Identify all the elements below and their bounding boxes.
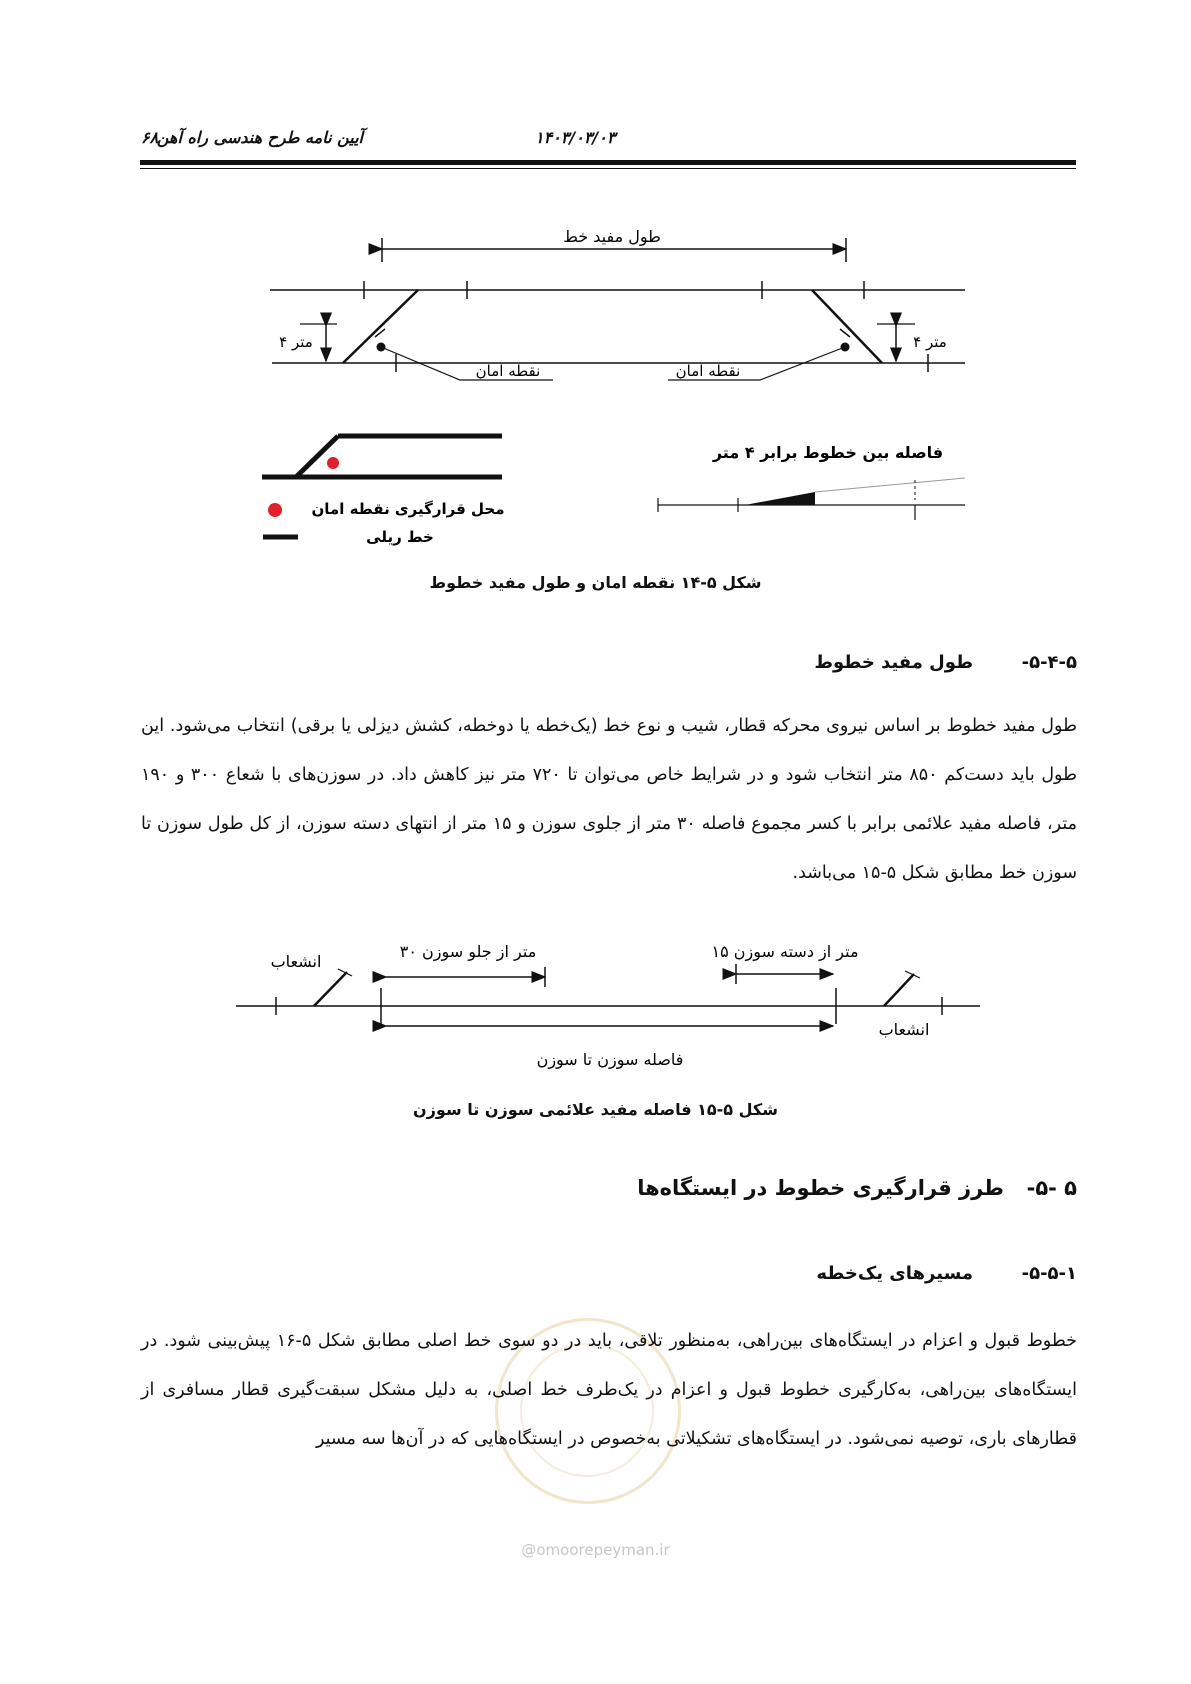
page-number: ۶۸ [141,128,159,147]
figure-5-14 [0,0,1191,600]
left-crossover [343,290,418,363]
right-crossover [812,290,882,363]
section-number: ۵-۵-۱- [1021,1263,1077,1284]
section-number: ۵ -۵- [1026,1176,1077,1200]
section-title: طول مفید خطوط [814,652,974,673]
section-5-4-5-paragraph: طول مفید خطوط بر اساس نیروی محرکه قطار، شیب و نوع خط (یک‌خطه یا دوخطه، کشش دیزلی یا برقی) انتخاب می‌شود. این طول باید دست‌کم ۸۵۰ متر انتخاب شود و در شرایط خاص می‌توان تا ۷۲۰ متر نیز کاهش داد. در سوزن‌های با شعاع ۳۰۰ و ۱۹۰ متر، فاصله مفید علائمی برابر با کسر مجموع فاصله ۳۰ متر از جلوی سوزن و ۱۵ متر از انتهای دسته سوزن، از کل طول سوزن تا سوزن خط مطابق شکل ۵-۱۵ می‌باشد. [141,716,1078,883]
section-5-5-1-paragraph: خطوط قبول و اعزام در ایستگاه‌های بین‌راهی، به‌منظور تلاقی، باید در دو سوی خط اصلی مطابق شکل ۵-۱۶ پیش‌بینی شود. در ایستگاه‌های بین‌راهی، به‌کارگیری خطوط قبول و اعزام در یک‌طرف خط اصلی، به دلیل مشکل سبقت‌گیری قطار مسافری از قطارهای باری، توصیه نمی‌شود. در ایستگاه‌های تشکیلاتی به‌خصوص در ایستگاه‌هایی که در آن‌ها سه مسیر [141,1331,1077,1449]
section-5-5-1-heading [816,1263,1077,1284]
safe-point-left-label: نقطه امان [475,362,541,380]
figure-5-15-caption: شکل ۵-۱۵ فاصله مفید علائمی سوزن تا سوزن [413,1100,778,1119]
figure-5-14-caption: شکل ۵-۱۴ نقطه امان و طول مفید خطوط [429,573,762,592]
header-date: ۱۴۰۳/۰۳/۰۳ [535,128,616,147]
legend-sketch-safe-point [327,457,339,469]
legend-safe-point-label: محل قرارگیری نقطه امان [311,500,505,518]
header-title: آیین نامه طرح هندسی راه آهن [156,128,363,147]
figure-5-15 [0,920,1191,1090]
section-title: طرز قرارگیری خطوط در ایستگاه‌ها [637,1176,1004,1200]
front-30-label: ۳۰ متر از جلو سوزن [399,942,537,961]
watermark-text: @omoorepeyman.ir [521,1541,670,1559]
section-5-5-heading [637,1176,1077,1200]
switch-to-switch-label: فاصله سوزن تا سوزن [536,1050,684,1069]
meter-label-right: ۴ متر [913,333,947,351]
useful-length-label: طول مفید خط [563,227,661,246]
section-title: مسیرهای یک‌خطه [816,1263,974,1284]
branch-left-label: انشعاب [270,952,322,971]
section-number: ۵-۴-۵- [1021,652,1077,673]
legend-track-label: خط ریلی [366,528,434,546]
distance-label: فاصله بین خطوط برابر ۴ متر [712,443,944,462]
branch-right-label: انشعاب [878,1020,930,1039]
section-5-4-5-heading [814,652,1077,673]
meter-label-left: ۴ متر [279,333,313,351]
heel-15-label: ۱۵ متر از دسته سوزن [711,942,859,961]
legend-safe-point-icon [268,503,282,517]
safe-point-right-label: نقطه امان [675,362,741,380]
